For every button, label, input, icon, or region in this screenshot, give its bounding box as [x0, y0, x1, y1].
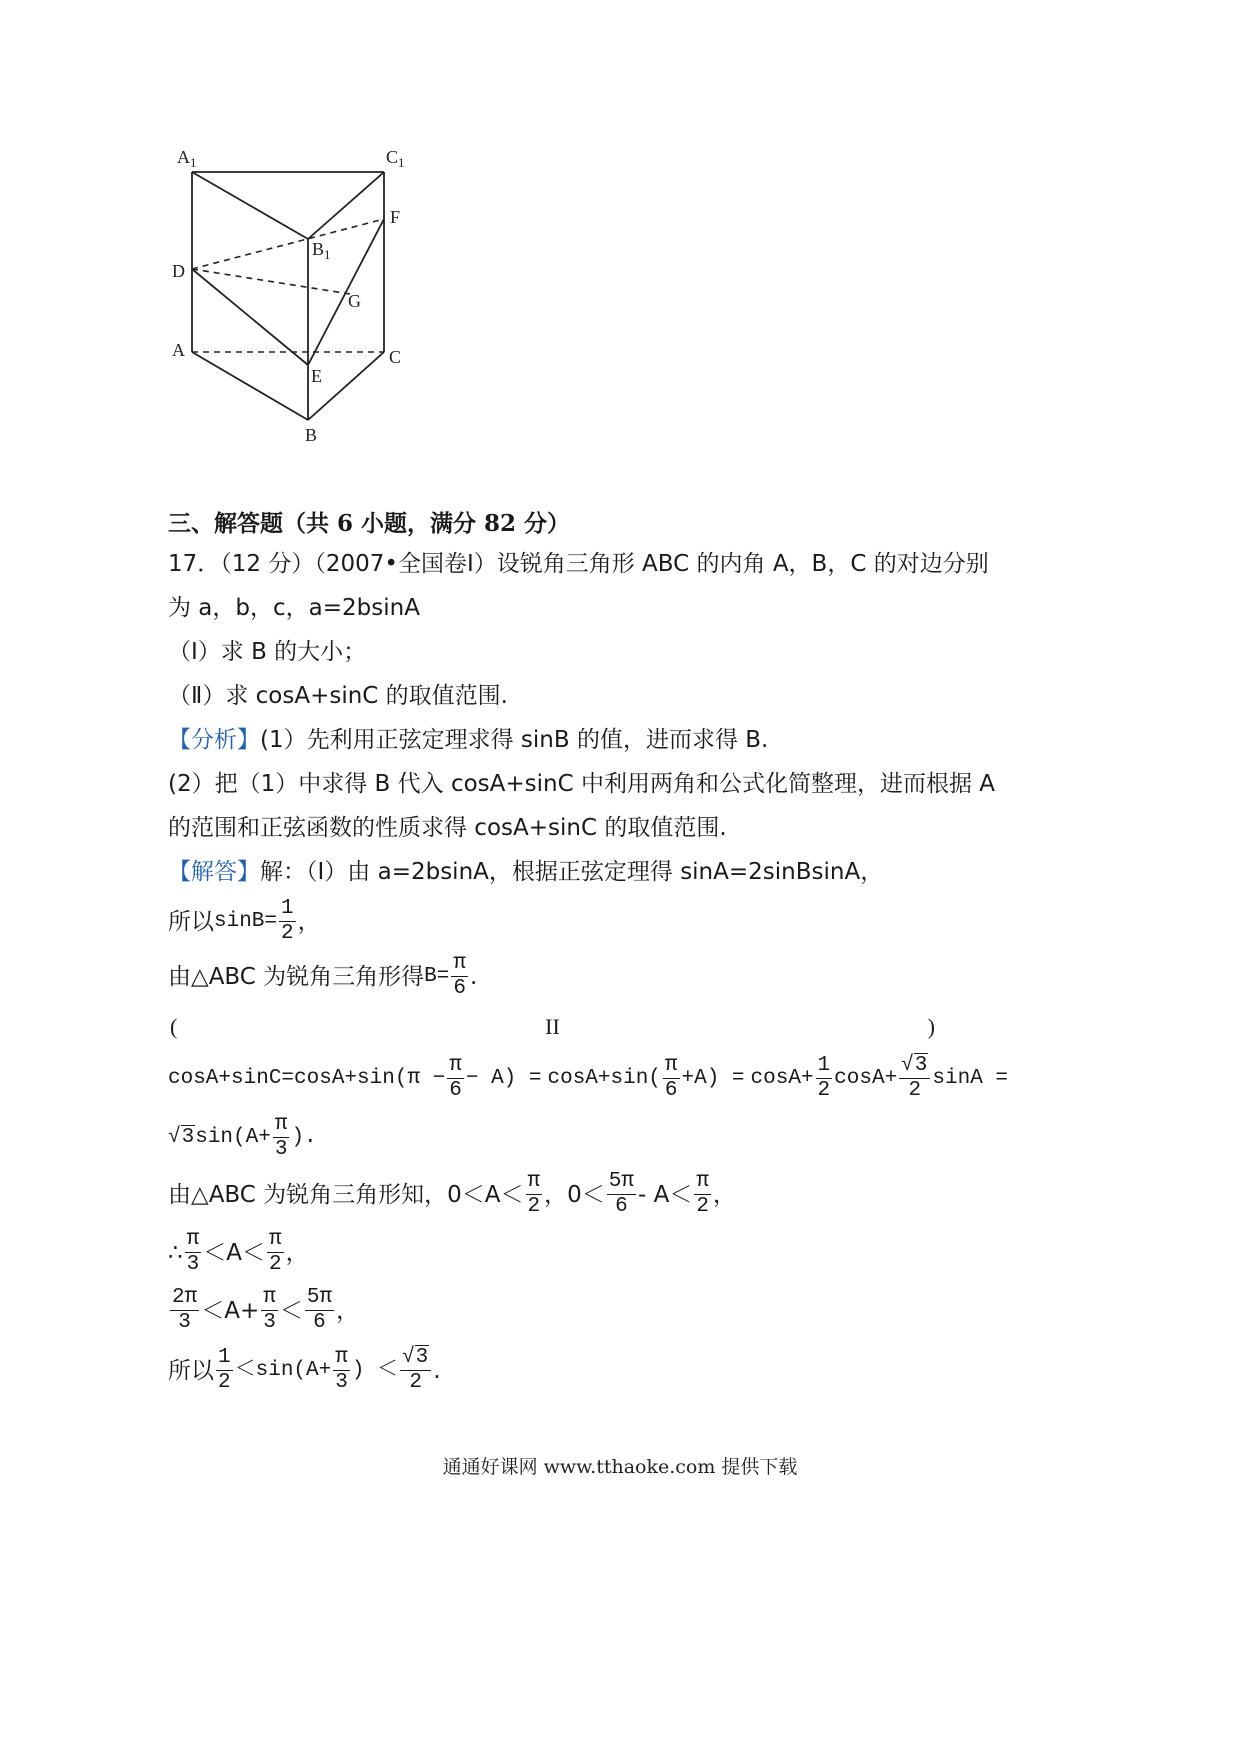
- solution-line-6: [168, 1170, 736, 1219]
- solution-line-8: [168, 1286, 359, 1335]
- label-c: C: [389, 347, 402, 367]
- solution-line-2: [168, 897, 321, 946]
- numerator: π: [449, 1054, 462, 1077]
- denominator: 3: [335, 1371, 348, 1394]
- numerator: π: [335, 1346, 348, 1369]
- numerator: 5π: [608, 1170, 635, 1193]
- numerator: 2π: [172, 1286, 198, 1309]
- math-expr: sin(A+: [195, 1126, 271, 1149]
- numerator: 1: [218, 1346, 231, 1369]
- punctuation: ，: [297, 908, 321, 935]
- fraction: [185, 1228, 202, 1277]
- fraction: [694, 1170, 711, 1219]
- denominator: 3: [263, 1311, 276, 1334]
- problem-part-2: （Ⅱ）求 cosA+sinC 的取值范围.: [168, 683, 508, 709]
- math-expr: cosA+: [834, 1067, 898, 1090]
- label-a: A: [172, 340, 185, 360]
- analysis-text-1: (1）先利用正弦定理求得 sinB 的值，进而求得 B.: [260, 727, 769, 753]
- segment-d-e: [192, 269, 308, 365]
- punctuation: .: [433, 1357, 441, 1384]
- math-expr: ).: [291, 1126, 317, 1149]
- denominator: 2: [527, 1195, 541, 1218]
- denominator: 6: [313, 1311, 326, 1334]
- text: 由△ABC 为锐角三角形知，0＜A＜: [168, 1181, 524, 1208]
- label-c1: $C_1$: [386, 147, 405, 170]
- numerator: π: [274, 1113, 288, 1136]
- fraction: [451, 952, 468, 1001]
- therefore-symbol: ∴: [168, 1239, 183, 1266]
- punctuation: .: [470, 963, 478, 990]
- text: ＜A＜: [203, 1239, 265, 1266]
- math-expr: B=: [424, 964, 450, 988]
- math-expr: − A) =: [465, 1067, 542, 1090]
- math-expr: sinA =: [932, 1067, 1009, 1090]
- label-f: F: [390, 207, 401, 227]
- edge-a-b: [192, 352, 308, 420]
- radicand: 3: [181, 1126, 195, 1149]
- page-footer: 通通好课网 www.tthaoke.com 提供下载: [442, 1456, 798, 1478]
- math-expr: cosA+sinC=cosA+sin(π −: [168, 1067, 446, 1090]
- numerator: π: [263, 1286, 276, 1309]
- math-expr: ＜sin(A+: [234, 1358, 332, 1382]
- equation-line-2: [168, 1113, 317, 1162]
- numerator: π: [527, 1170, 541, 1193]
- denominator: 6: [664, 1079, 678, 1102]
- analysis-line-3: 的范围和正弦函数的性质求得 cosA+sinC 的取值范围.: [168, 815, 727, 841]
- denominator: 2: [281, 922, 294, 945]
- denominator: 2: [817, 1079, 831, 1102]
- fraction: [170, 1286, 199, 1335]
- fraction: [526, 1170, 543, 1219]
- open-paren: (: [170, 1014, 178, 1039]
- numerator: π: [186, 1228, 200, 1251]
- denominator: 2: [409, 1371, 422, 1394]
- punctuation: ，: [336, 1297, 360, 1324]
- analysis-tag: 【分析】: [168, 727, 260, 753]
- denominator: 3: [178, 1311, 191, 1334]
- analysis-line-1: [168, 725, 768, 755]
- sqrt: √3: [402, 1346, 429, 1369]
- problem-line-1: 17．（12 分）（2007•全国卷Ⅰ）设锐角三角形 ABC 的内角 A，B，C 的对边分别: [168, 551, 989, 577]
- text: - A＜: [638, 1181, 693, 1208]
- math-expr: cosA+sin(: [547, 1067, 661, 1090]
- denominator: 2: [218, 1371, 231, 1394]
- problem-line-2: 为 a，b，c，a=2bsinA: [168, 595, 420, 621]
- segment-d-g-dashed: [192, 269, 350, 294]
- denominator: 2: [268, 1253, 282, 1276]
- numerator: π: [453, 952, 466, 975]
- fraction: [447, 1054, 464, 1103]
- fraction: [216, 1346, 233, 1395]
- text: ＜A+: [201, 1297, 260, 1324]
- fraction: [267, 1228, 284, 1277]
- fraction: [899, 1054, 930, 1103]
- denominator: 6: [449, 1079, 462, 1102]
- close-paren: ): [927, 1014, 935, 1039]
- equation-line-1: [168, 1054, 1008, 1103]
- text: ，0＜: [544, 1181, 605, 1208]
- fraction: [279, 897, 296, 946]
- numerator: π: [696, 1170, 709, 1193]
- fraction: [273, 1113, 290, 1162]
- numerator: 1: [281, 897, 294, 920]
- fraction: [333, 1346, 350, 1395]
- fraction: [261, 1286, 278, 1335]
- edge-c-b: [308, 352, 384, 420]
- numerator: π: [664, 1054, 678, 1077]
- solution-line-7: [168, 1228, 309, 1277]
- part-2-marker: [170, 1014, 935, 1040]
- fraction: [607, 1170, 636, 1219]
- radicand: 3: [415, 1346, 429, 1369]
- math-expr: ) ＜: [351, 1358, 399, 1382]
- denominator: 3: [186, 1253, 200, 1276]
- punctuation: ，: [712, 1181, 736, 1208]
- solution-line-3: [168, 952, 477, 1001]
- fraction: [663, 1054, 680, 1103]
- solution-line-1: [168, 857, 883, 887]
- sqrt: √3: [901, 1054, 928, 1077]
- label-d: D: [172, 261, 185, 281]
- denominator: 6: [615, 1195, 628, 1218]
- label-e: E: [311, 366, 322, 386]
- denominator: 3: [274, 1138, 288, 1161]
- sqrt: √3: [168, 1126, 195, 1149]
- radicand: 3: [914, 1054, 928, 1077]
- fraction: [400, 1346, 431, 1395]
- problem-part-1: （Ⅰ）求 B 的大小；: [168, 639, 367, 665]
- denominator: 2: [696, 1195, 709, 1218]
- text: 所以: [168, 1357, 214, 1384]
- solution-text-1: 解：（Ⅰ）由 a=2bsinA，根据正弦定理得 sinA=2sinBsinA，: [260, 859, 884, 885]
- numerator: π: [268, 1228, 282, 1251]
- text: ＜: [279, 1297, 303, 1324]
- section-heading: 三、解答题（共 6 小题，满分 82 分）: [168, 510, 571, 537]
- math-expr: +A) =: [681, 1067, 745, 1090]
- text: 由△ABC 为锐角三角形得: [168, 963, 425, 990]
- analysis-line-2: (2）把（1）中求得 B 代入 cosA+sinC 中利用两角和公式化简整理，进而根据 A: [168, 771, 996, 797]
- math-expr: cosA+: [750, 1067, 814, 1090]
- label-a1: $A_1$: [177, 147, 197, 170]
- prism-figure: [170, 135, 470, 465]
- numerator: 1: [817, 1054, 831, 1077]
- fraction: [816, 1054, 833, 1103]
- label-b: B: [305, 425, 318, 445]
- label-b1: $B_1$: [312, 239, 331, 262]
- solution-line-9: [168, 1346, 441, 1395]
- roman-numeral: II: [545, 1014, 560, 1039]
- denominator: 2: [908, 1079, 922, 1102]
- math-expr: sinB=: [214, 909, 278, 933]
- label-g: G: [348, 291, 361, 311]
- denominator: 6: [453, 977, 466, 1000]
- numerator: 5π: [306, 1286, 333, 1309]
- text: 所以: [168, 908, 214, 935]
- edge-a1-b1: [192, 172, 308, 239]
- solution-tag: 【解答】: [168, 859, 260, 885]
- punctuation: ，: [285, 1239, 309, 1266]
- fraction: [305, 1286, 334, 1335]
